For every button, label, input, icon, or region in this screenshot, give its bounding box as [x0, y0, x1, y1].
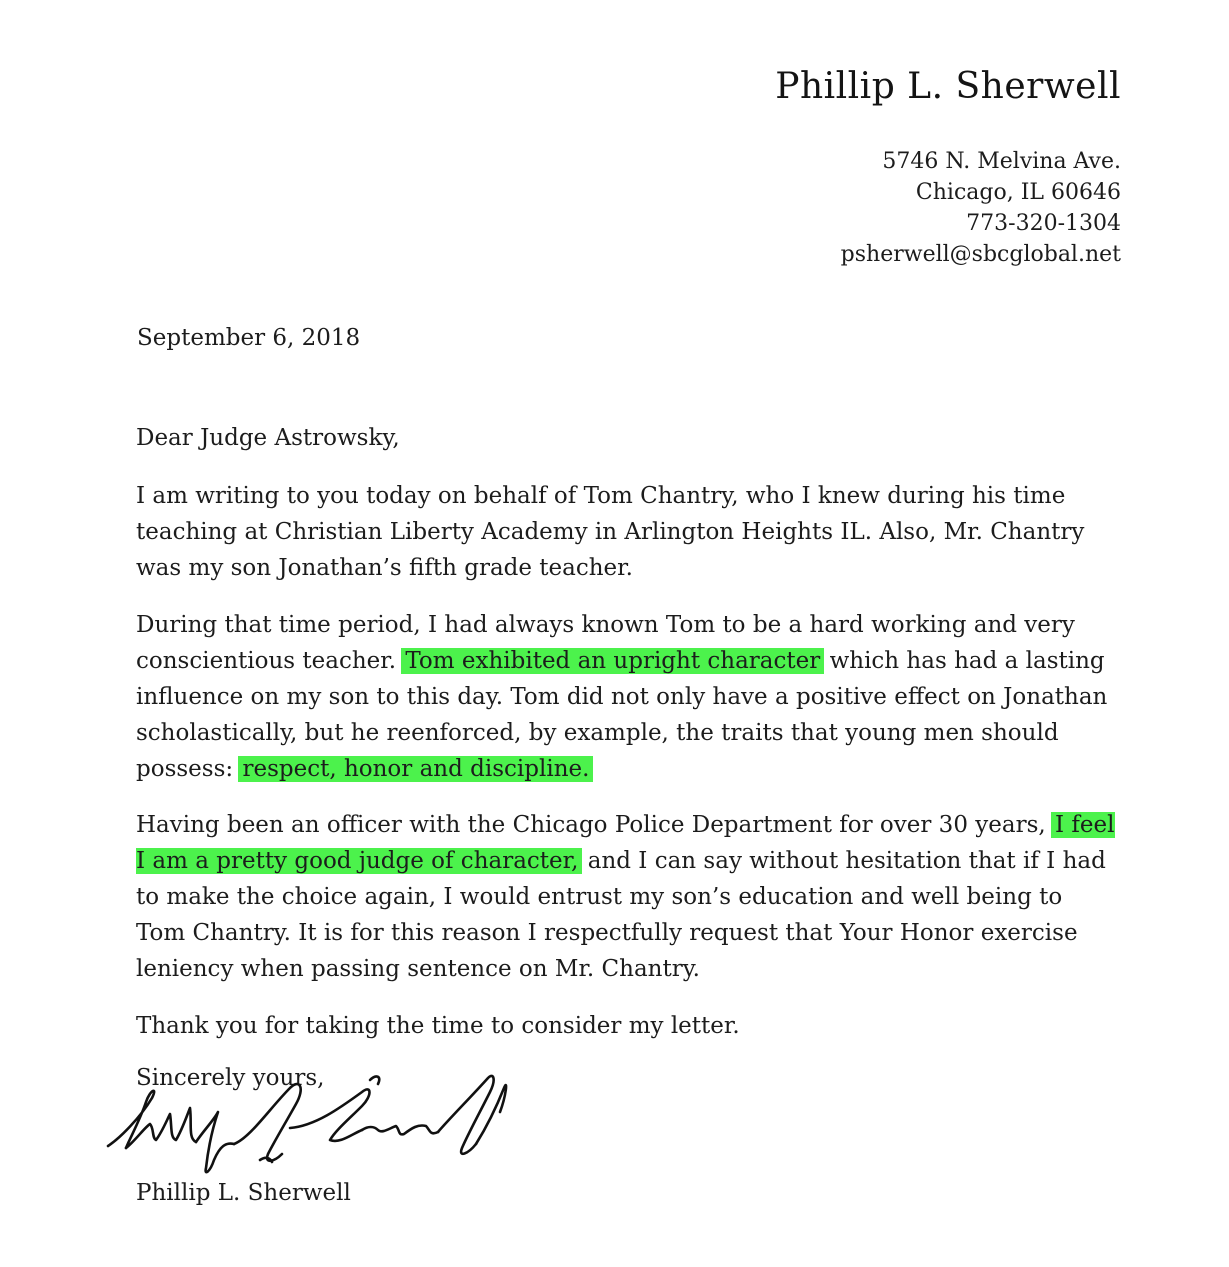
salutation: Dear Judge Astrowsky,	[136, 425, 400, 451]
address-email: psherwell@sbcglobal.net	[840, 242, 1121, 267]
address-street: 5746 N. Melvina Ave.	[882, 149, 1121, 174]
signed-name: Phillip L. Sherwell	[136, 1180, 351, 1206]
handwritten-signature	[100, 1068, 520, 1188]
paragraph-3-text-b: and I can say without hesitation that if I had to make the choice again, I would entrust my son’s education and well being to Tom Chantry. It is for this reason I respectfully request that Your Honor exercise leniency when passing sentence on Mr. Chantry.	[136, 848, 1106, 982]
letterhead-address	[841, 146, 1121, 270]
highlight-respect-honor: respect, honor and discipline.	[238, 756, 593, 782]
paragraph-3	[136, 807, 1116, 987]
address-city: Chicago, IL 60646	[915, 180, 1121, 205]
paragraph-2-text-a: During that time period, I had always known Tom to be a hard working and very conscientious teacher.	[136, 612, 1075, 674]
paragraph-3-text-a: Having been an officer with the Chicago Police Department for over 30 years,	[136, 812, 1046, 838]
highlight-judge-of-character: I feel I am a pretty good judge of character,	[136, 812, 1115, 874]
paragraph-1: I am writing to you today on behalf of Tom Chantry, who I knew during his time teaching at Christian Liberty Academy in Arlington Heights IL. Also, Mr. Chantry was my son Jonathan’s fifth grade teacher.	[136, 483, 1085, 581]
highlight-upright-character: Tom exhibited an upright character	[401, 648, 824, 674]
thanks-line: Thank you for taking the time to consider my letter.	[136, 1013, 740, 1039]
closing: Sincerely yours,	[136, 1065, 325, 1091]
letter-date: September 6, 2018	[137, 325, 361, 351]
paragraph-2-text-b: which has had a lasting influence on my son to this day. Tom did not only have a positive effect on Jonathan scholastically, but he reenforced, by example, the traits that young men should possess:	[136, 648, 1108, 782]
paragraph-2	[136, 607, 1116, 787]
letterhead-name: Phillip L. Sherwell	[775, 66, 1121, 107]
address-phone: 773-320-1304	[966, 211, 1121, 236]
